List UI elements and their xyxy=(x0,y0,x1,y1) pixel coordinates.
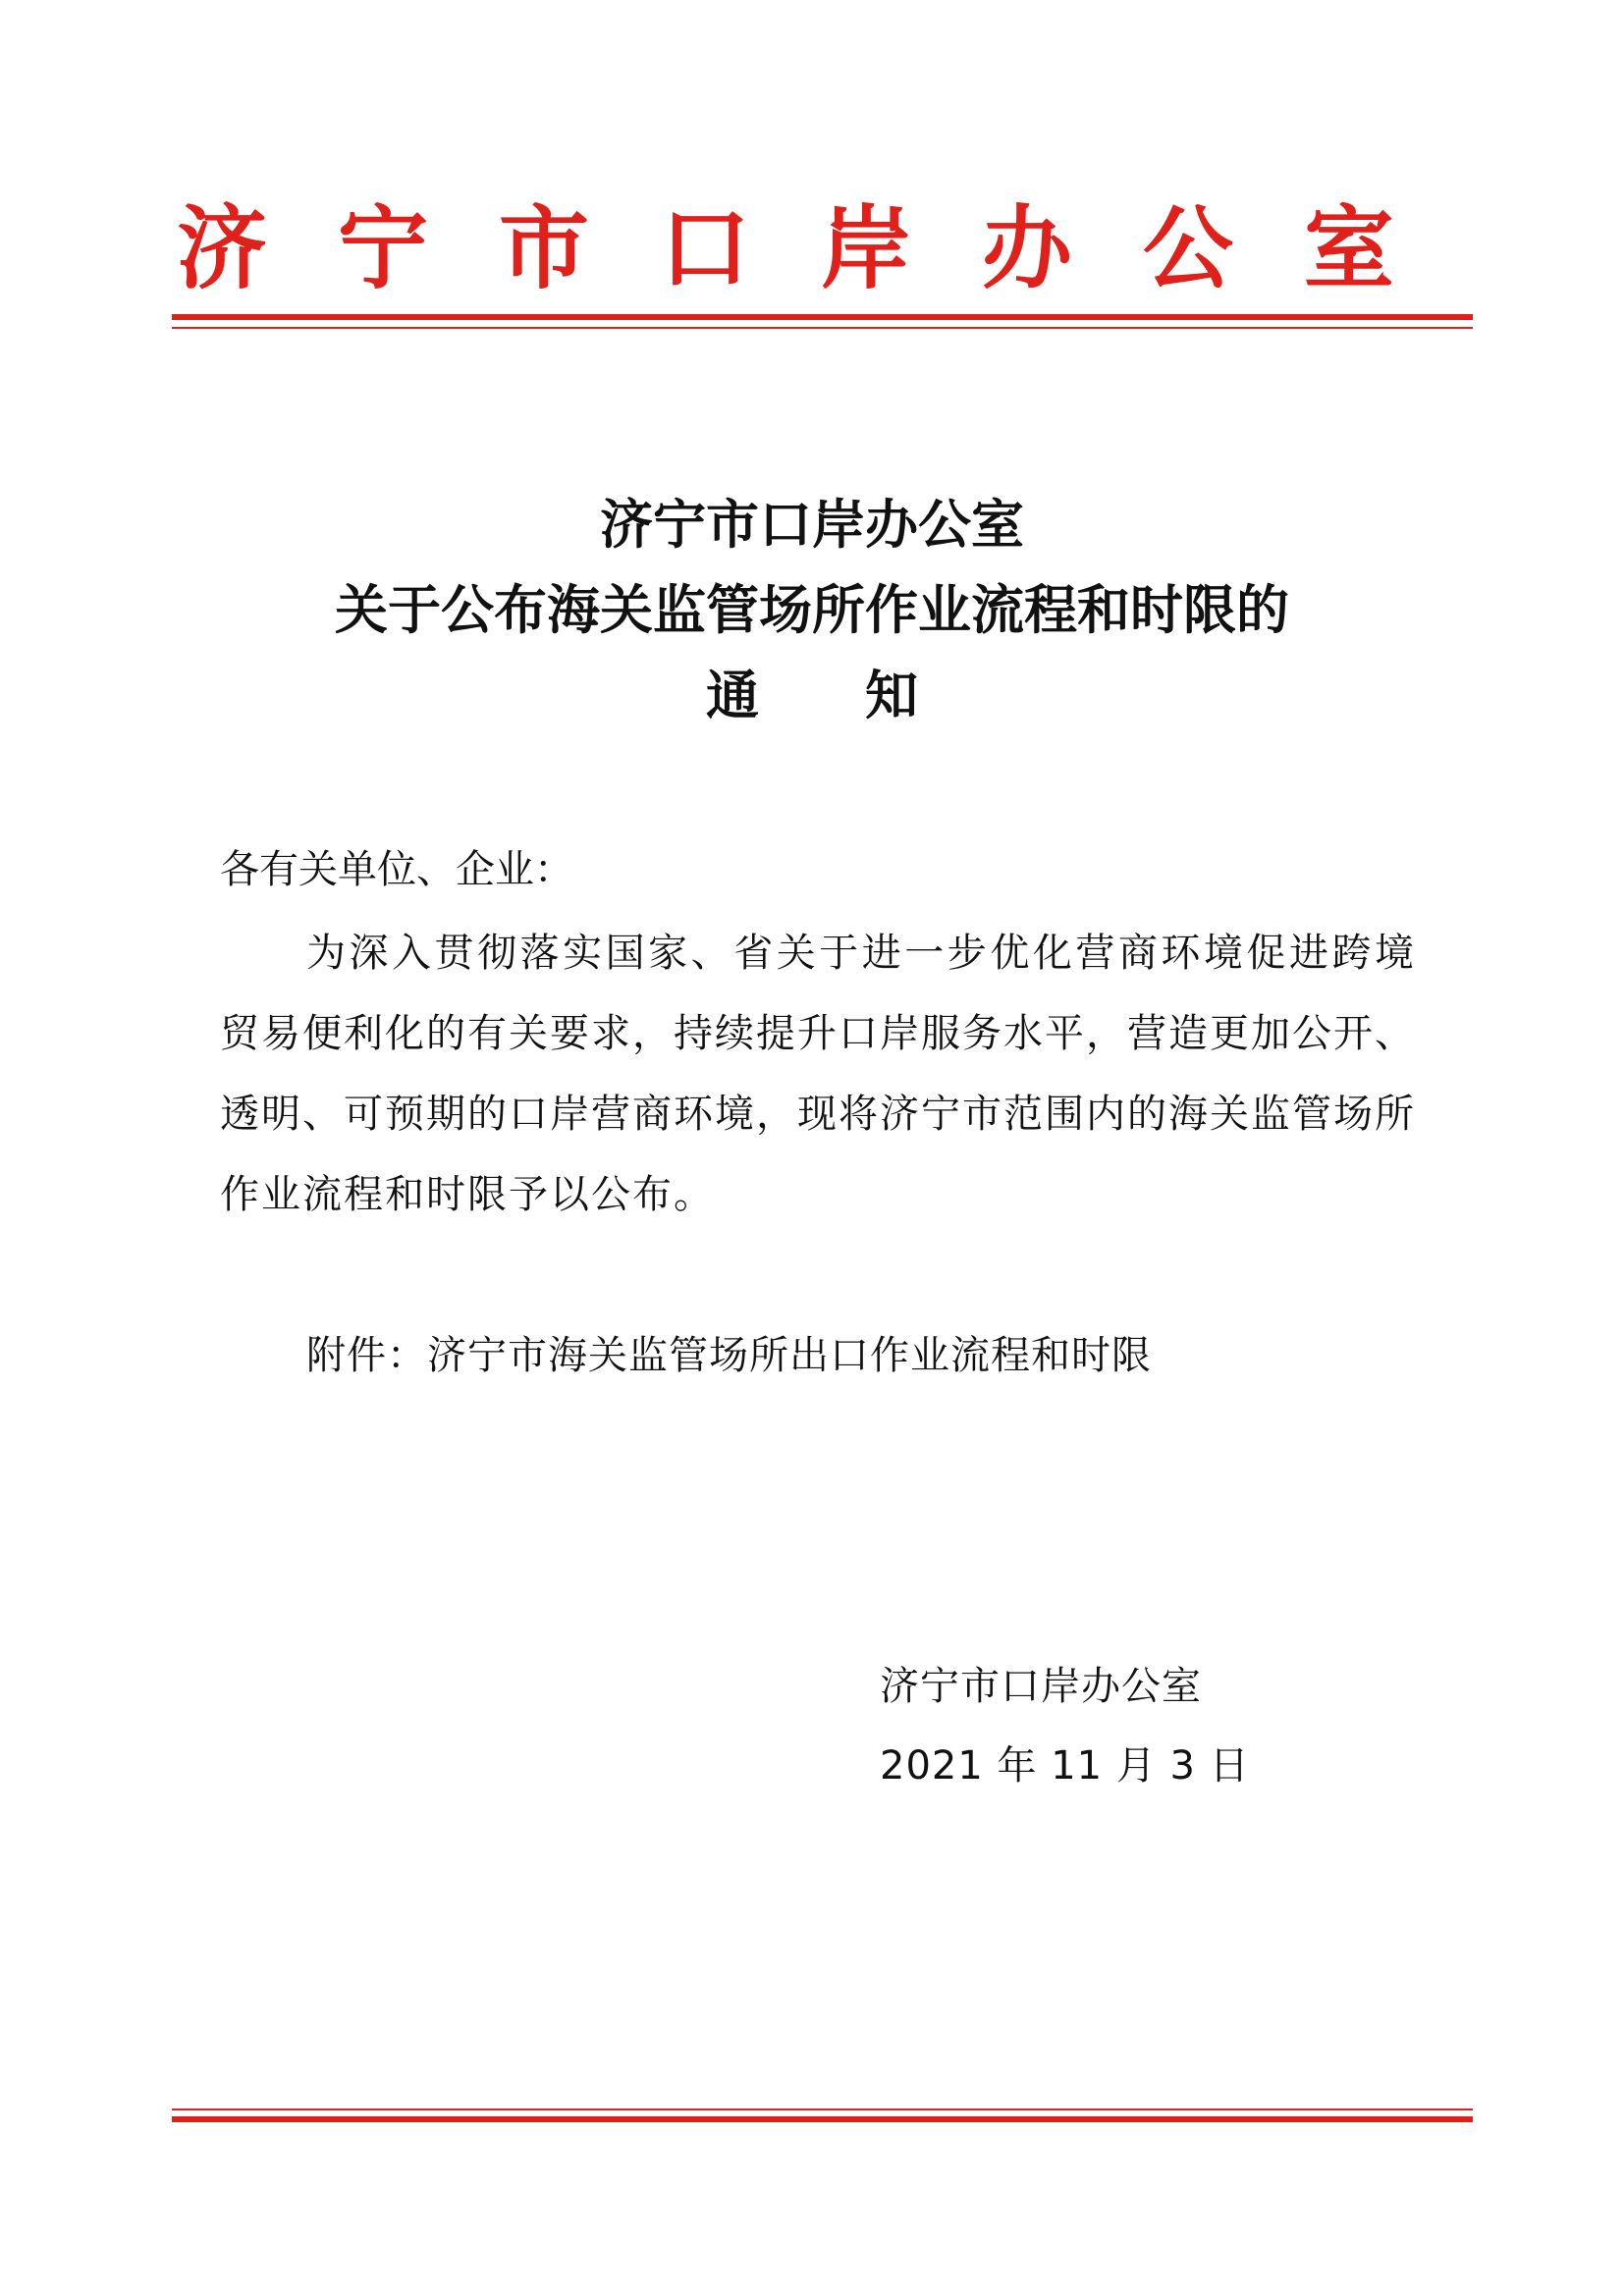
masthead-char: 市 xyxy=(498,195,589,301)
doc-title-line3: 通 知 xyxy=(706,664,918,726)
masthead-char: 岸 xyxy=(820,195,911,301)
attachment-line: 附件：济宁市海关监管场所出口作业流程和时限 xyxy=(306,1333,1152,1378)
signature-date: 2021 年 11 月 3 日 xyxy=(880,1743,1250,1789)
masthead-char: 宁 xyxy=(337,195,428,301)
masthead-char: 室 xyxy=(1303,195,1394,301)
masthead xyxy=(177,194,1394,302)
header-rule-thin xyxy=(172,327,1473,329)
signature-organization: 济宁市口岸办公室 xyxy=(880,1664,1202,1709)
footer-rule-thin xyxy=(172,2109,1473,2110)
body-paragraph: 为深入贯彻落实国家、省关于进一步优化营商环境促进跨境贸易便利化的有关要求，持续提升口岸服务水平，营造更加公开、透明、可预期的口岸营商环境，现将济宁市范围内的海关监管场所作业流程和时限予以公布。 xyxy=(220,931,1416,1217)
masthead-char: 办 xyxy=(981,195,1072,301)
masthead-char: 济 xyxy=(177,195,268,301)
header-rule-thick xyxy=(172,314,1473,320)
doc-title-line2: 关于公布海关监管场所作业流程和时限的 xyxy=(335,578,1289,641)
masthead-char: 口 xyxy=(659,195,750,301)
addressee: 各有关单位、企业： xyxy=(220,847,573,892)
footer-rule-thick xyxy=(172,2116,1473,2122)
doc-title-line1: 济宁市口岸办公室 xyxy=(600,493,1024,556)
masthead-char: 公 xyxy=(1142,195,1233,301)
